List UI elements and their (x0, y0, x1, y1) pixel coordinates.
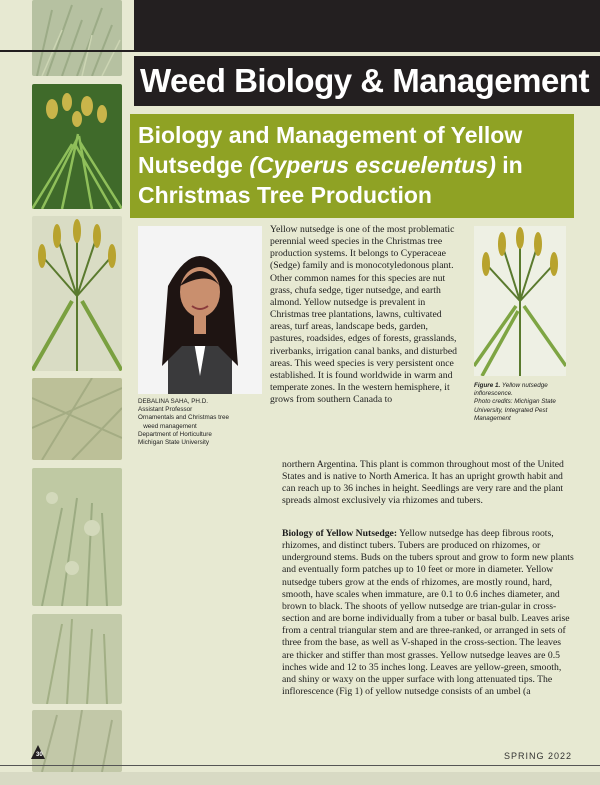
author-caption (138, 398, 264, 447)
strip-photo-3 (32, 216, 122, 371)
author-specialty: Ornamentals and Christmas tree (138, 414, 229, 422)
strip-photo-1 (32, 0, 122, 76)
title-part1: Biology and Management of Yellow Nutsedge (138, 122, 523, 178)
title-part2: in Christmas Tree Production (138, 152, 523, 208)
author-university: Michigan State University (138, 439, 210, 447)
top-rule (0, 50, 600, 52)
strip-photo-6 (32, 614, 122, 704)
figure-caption-text: Yellow nutsedge inflorescence. (474, 382, 548, 398)
article-title (130, 114, 574, 218)
strip-photo-4 (32, 378, 122, 460)
section-title: Weed Biology & Management (134, 56, 600, 106)
author-name: DEBALINA SAHA, PH.D. (138, 398, 208, 405)
strip-photo-5 (32, 468, 122, 606)
page-number: 30 (36, 752, 43, 758)
figure-label: Figure 1. (474, 382, 501, 389)
strip-photo-2 (32, 84, 122, 209)
figure-1-photo (474, 226, 566, 376)
seedling-photo (32, 614, 122, 704)
yellow-nutsedge-inflorescence (474, 226, 566, 376)
nutsedge-field-photo (32, 84, 122, 209)
biology-paragraph (282, 528, 574, 698)
figure-credit: Photo credits: Michigan State University, Integrated Pest Management (474, 398, 556, 422)
author-specialty-cont: weed management (138, 422, 197, 430)
bottom-band (0, 772, 600, 785)
biology-text: Yellow nutsedge has deep fibrous roots, rhizomes, and distinct tubers. Tubers are produced on rhizomes, or underground stems. Buds on the tubers sprout and grow to form new plants and eventually form patches up to 10 feet or more in diameter. Yellow nutsedge tubers grow at the ends of rhizomes, are mostly round, hard, smooth, have scales when immature, are 0.1 to 0.6 inches diameter, and brown to black. The shoots of yellow nutsedge are trian-gular in cross-section and are borne individually from a tuber or basal bulb. Leaves arise from a central triangular stem and are three-ranked, or arranged in sets of three from the base, as well as V-shaped in the cross-section. The leaves are thicker and stiffer than most grasses. Yellow nutsedge leaves are 0.5 inches wide and 12 to 35 inches long. Leaves are yellow-green, smooth, and shiny or waxy on the upper surface with long attenuated tips. The inflorescence (Fig 1) of yellow nutsedge consists of an umbel (a (282, 528, 574, 698)
figure-1-caption (474, 382, 574, 423)
intro-continued-paragraph: northern Argentina. This plant is common throughout most of the United States and is native to North America. It has an upright growth habit and can reach up to 36 inches in height. Seedlings are very rare and the plant spreads almost exclusively via rhizomes and tubers. (282, 459, 564, 507)
author-portrait (138, 226, 262, 394)
footer-rule (0, 765, 600, 766)
strip-photo-7 (32, 710, 122, 772)
turf-photo (32, 378, 122, 460)
grass-photo-bottom (32, 710, 122, 772)
intro-paragraph: Yellow nutsedge is one of the most problematic perennial weed species in the Christmas tree production systems. It belongs to Cyperaceae (Sedge) family and is monocotyledonous plant. Other common names for this species are nut grass, chufa sedge, tiger nutsedge, and earth almond. Yellow nutsedge is prevalent in Christmas tree plantations, lawns, cultivated areas, turf areas, landscape beds, garden, pastures, roadsides, edges of forests, grasslands, riverbanks, irrigation canal banks, and disturbed areas. This weed species is very persistent once established. It is found worldwide in warm and temperate zones. In the western hemisphere, it grows from southern Canada to (270, 224, 457, 406)
issue-label: SPRING 2022 (503, 751, 572, 761)
top-banner (134, 0, 600, 50)
title-scientific-name: (Cyperus escuelentus) (249, 152, 496, 178)
weed-patch-photo (32, 468, 122, 606)
biology-heading: Biology of Yellow Nutsedge: (282, 528, 398, 539)
inflorescence-photo (32, 216, 122, 371)
grass-photo (32, 0, 122, 76)
author-role: Assistant Professor (138, 406, 193, 414)
author-photo (138, 226, 262, 394)
author-department: Department of Horticulture (138, 430, 212, 438)
